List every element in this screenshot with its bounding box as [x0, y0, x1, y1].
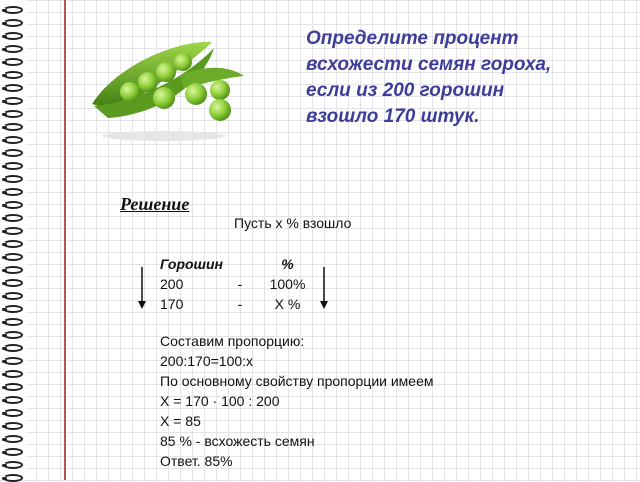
spiral-ring	[3, 214, 23, 222]
spiral-ring	[3, 71, 23, 79]
pea	[209, 99, 231, 121]
spiral-ring	[3, 461, 23, 469]
spiral-ring	[3, 136, 23, 144]
spiral-ring	[3, 175, 23, 183]
right-down-arrow-icon	[320, 267, 328, 309]
spiral-ring	[3, 84, 23, 92]
spiral-ring	[3, 45, 23, 53]
spiral-ring	[3, 383, 23, 391]
left-down-arrow-icon	[138, 267, 146, 309]
solution-steps	[160, 331, 434, 471]
spiral-ring	[3, 409, 23, 417]
header-percent: %	[281, 256, 294, 272]
spiral-ring	[3, 422, 23, 430]
cell: Х %	[274, 296, 301, 312]
spiral-ring	[3, 162, 23, 170]
cell: 170	[160, 296, 184, 312]
spiral-ring	[3, 6, 23, 14]
cell: -	[237, 276, 243, 292]
spiral-ring	[3, 240, 23, 248]
spiral-ring	[3, 32, 23, 40]
solution-answer: Ответ. 85%	[160, 453, 233, 469]
pea	[138, 72, 158, 92]
cell: 200	[160, 276, 184, 292]
title-line: взошло 170 штук.	[306, 106, 480, 127]
solution-step: Х = 85	[160, 413, 201, 429]
spiral-ring	[3, 292, 23, 300]
notebook-spiral	[0, 0, 26, 480]
spiral-ring	[3, 318, 23, 326]
pea	[153, 87, 175, 109]
spiral-ring	[3, 19, 23, 27]
pea	[210, 80, 230, 100]
spiral-ring	[3, 331, 23, 339]
spiral-ring	[3, 110, 23, 118]
spiral-ring	[3, 370, 23, 378]
spiral-ring	[3, 435, 23, 443]
header-peas: Горошин	[160, 256, 224, 272]
cell: 100%	[269, 276, 306, 292]
title-line: Определите процент	[306, 28, 519, 49]
spiral-ring	[3, 253, 23, 261]
pea	[174, 53, 192, 71]
spiral-ring	[3, 357, 23, 365]
solution-step: 200:170=100:х	[160, 353, 254, 369]
spiral-ring	[3, 474, 23, 482]
spiral-ring	[3, 97, 23, 105]
pea	[185, 83, 207, 105]
title-line: если из 200 горошин	[306, 80, 505, 101]
spiral-ring	[3, 396, 23, 404]
solution-heading: Решение	[120, 194, 190, 214]
solution-step: 85 % - всхожесть семян	[160, 433, 315, 449]
spiral-ring	[3, 149, 23, 157]
proportion-arrows	[130, 265, 340, 310]
cell: -	[237, 296, 243, 312]
spiral-ring	[3, 279, 23, 287]
solution-step: Х = 170 · 100 : 200	[160, 393, 280, 409]
pea-pod-image	[84, 28, 250, 146]
solution-step: Составим пропорцию:	[160, 333, 305, 349]
margin-line	[64, 0, 66, 480]
spiral-ring	[3, 58, 23, 66]
pea	[120, 82, 140, 102]
pea	[156, 62, 176, 82]
spiral-ring	[3, 344, 23, 352]
spiral-ring	[3, 266, 23, 274]
spiral-ring	[3, 123, 23, 131]
title-line: всхожести семян гороха,	[306, 54, 552, 75]
spiral-ring	[3, 188, 23, 196]
spiral-ring	[3, 201, 23, 209]
spiral-ring	[3, 305, 23, 313]
intro-text: Пусть х % взошло	[234, 215, 352, 231]
spiral-ring	[3, 448, 23, 456]
solution-step: По основному свойству пропорции имеем	[160, 373, 434, 389]
problem-title	[306, 26, 626, 130]
spiral-ring	[3, 227, 23, 235]
